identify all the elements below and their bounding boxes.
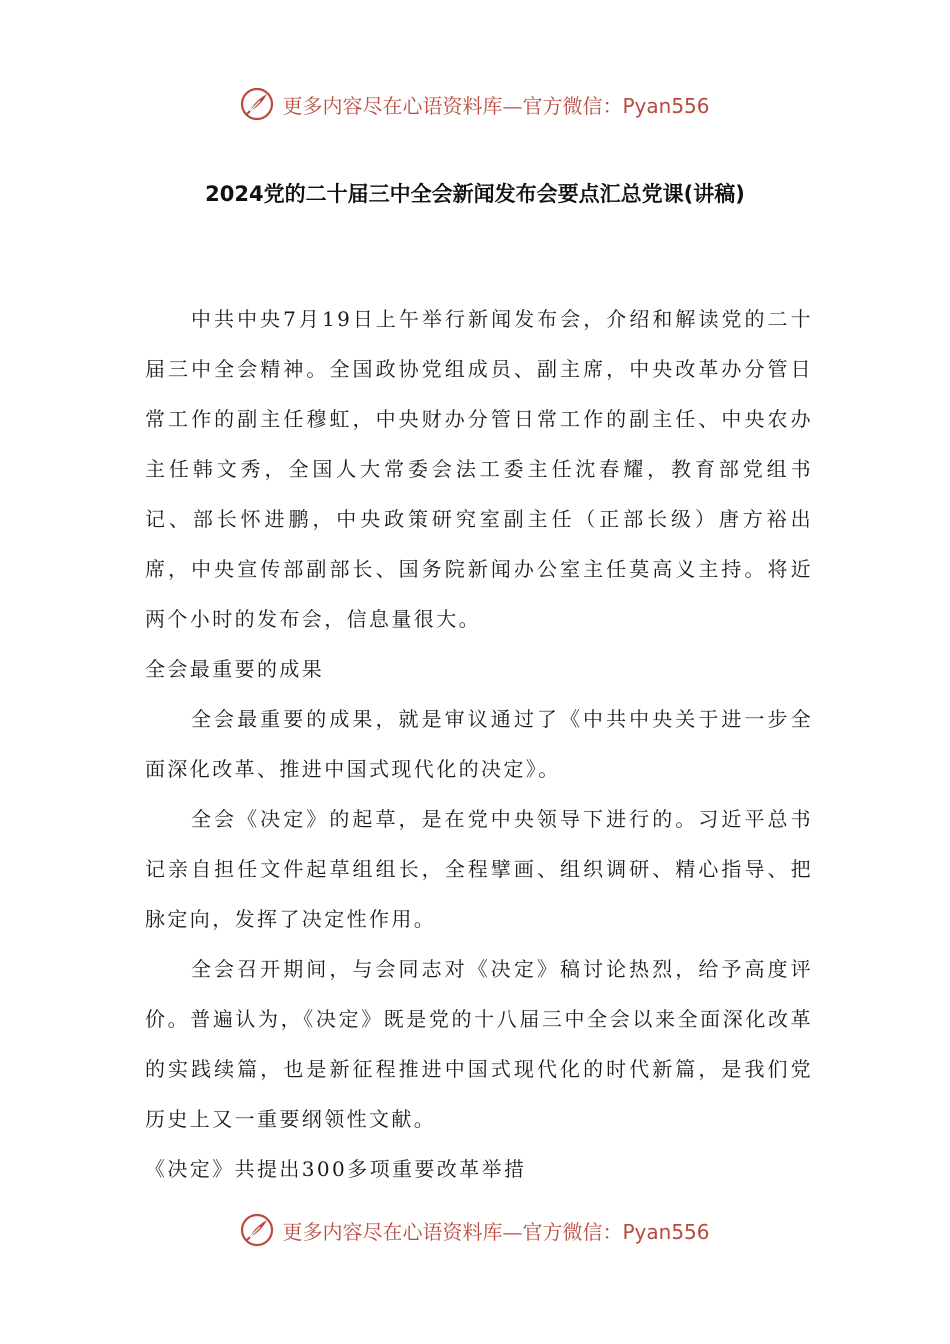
paragraph: 全会《决定》的起草，是在党中央领导下进行的。习近平总书记亲自担任文件起草组组长，全程擘画、组织调研、精心指导、把脉定向，发挥了决定性作用。: [145, 807, 813, 931]
document-body: [145, 294, 813, 1194]
quill-logo-icon: [240, 1213, 274, 1247]
paragraph: 全会召开期间，与会同志对《决定》稿讨论热烈，给予高度评价。普遍认为，《决定》既是党的十八届三中全会以来全面深化改革的实践续篇，也是新征程推进中国式现代化的时代新篇，是我们党历史上又一重要纲领性文献。: [145, 957, 813, 1131]
paragraph: 全会最重要的成果，就是审议通过了《中共中央关于进一步全面深化改革、推进中国式现代化的决定》。: [145, 707, 813, 781]
watermark-text: 更多内容尽在心语资料库—官方微信：Pyan556: [282, 1219, 710, 1244]
quill-logo-icon: [240, 87, 274, 121]
section-heading: 全会最重要的成果: [145, 657, 325, 681]
section-heading: 《决定》共提出300多项重要改革举措: [145, 1157, 527, 1181]
paragraph: 中共中央7月19日上午举行新闻发布会，介绍和解读党的二十届三中全会精神。全国政协党组成员、副主席，中央改革办分管日常工作的副主任穆虹，中央财办分管日常工作的副主任、中央农办主任韩文秀，全国人大常委会法工委主任沈春耀，教育部党组书记、部长怀进鹏，中央政策研究室副主任（正部长级）唐方裕出席，中央宣传部副部长、国务院新闻办公室主任莫高义主持。将近两个小时的发布会，信息量很大。: [145, 307, 813, 631]
watermark-footer: [0, 1210, 950, 1250]
watermark-header: [0, 84, 950, 124]
watermark-text: 更多内容尽在心语资料库—官方微信：Pyan556: [282, 93, 710, 118]
document-title: 2024党的二十届三中全会新闻发布会要点汇总党课(讲稿): [205, 182, 745, 206]
